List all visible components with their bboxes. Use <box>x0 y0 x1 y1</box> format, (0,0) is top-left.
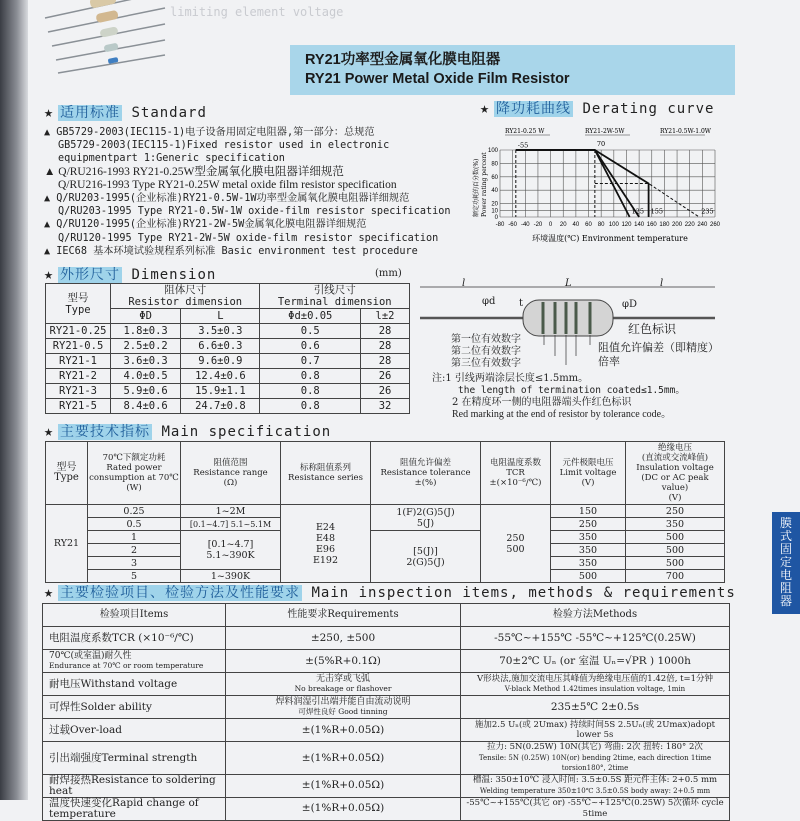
item-line: Q/RU203-1995 Type RY21-0.5W-1W oxide-film resistor specification <box>58 206 451 218</box>
col-header: 检验项目Items <box>43 604 226 627</box>
title-cn: RY21功率型金属氧化膜电阻器 <box>305 52 501 68</box>
item-line: equipmentpart 1:Generic specification <box>58 153 285 165</box>
y-tick-label: 80 <box>491 161 498 168</box>
x-tick-label: -20 <box>533 222 543 228</box>
cell: 0.25 <box>88 505 181 518</box>
cell-text: -55℃~+155℃ -55℃~+125℃(0.25W) <box>494 631 696 644</box>
lead-length-label: l <box>660 278 664 289</box>
annotation: -55 <box>517 141 529 150</box>
col-header: (直流或交流峰值) <box>641 453 709 463</box>
cell: RY21-2 <box>46 369 111 384</box>
table-row <box>46 384 410 399</box>
cell <box>226 673 461 696</box>
cell: 350 <box>551 557 626 570</box>
list-item: ▲ Q/RU120-1995(企业标准)RY21-2W-5W金属氧化膜电阻器详细规范 <box>44 219 367 231</box>
cell <box>461 627 730 650</box>
col-header: 70℃下额定功耗 <box>102 453 166 463</box>
annotation: 125 <box>631 207 645 216</box>
table-row <box>43 673 730 696</box>
cell-text: 耐焊接热Resistance to soldering heat <box>49 774 216 797</box>
x-tick-label: 260 <box>709 222 720 228</box>
cell: 2.5±0.2 <box>111 339 181 354</box>
col-header: 元件极限电压 <box>562 458 614 468</box>
cell: 5.9±0.6 <box>111 384 181 399</box>
table-row <box>43 742 730 775</box>
body-diameter-label: φD <box>622 299 638 310</box>
star-icon: ★ <box>480 99 491 117</box>
x-tick-label: -40 <box>520 222 530 228</box>
dimension-heading <box>44 266 216 284</box>
cell: 150 <box>551 505 626 518</box>
heading-cn: 主要技术指标 <box>60 424 151 440</box>
heading-cn: 外形尺寸 <box>60 267 121 283</box>
series-line <box>516 150 649 217</box>
y-tick-label: 10 <box>491 208 498 215</box>
col-header: Resistance tolerance <box>380 468 471 478</box>
x-tick-label: 140 <box>634 222 645 228</box>
cell-text: 无击穿或飞弧 <box>315 673 370 684</box>
heading-cn: 主要检验项目、检验方法及性能要求 <box>60 585 301 601</box>
cell: 5.1~390K <box>206 550 255 561</box>
cell: RY21-3 <box>46 384 111 399</box>
cell-text: 235±5℃ 2±0.5s <box>550 700 640 713</box>
cell: 0.5 <box>88 518 181 531</box>
list-item: ▲ Q/RU203-1995(企业标准)RY21-0.5W-1W功率型金属氧化膜电阻器详细规范 <box>44 193 410 205</box>
heading-en: Standard <box>131 105 207 121</box>
cell: 24.7±0.8 <box>181 399 260 414</box>
item-line: Q/RU216-1993 RY21-0.25W型金属氧化膜电阻器详细规范 <box>58 165 344 178</box>
cell <box>226 774 461 797</box>
cell <box>226 650 461 673</box>
lead-length-label: l <box>462 278 466 289</box>
cell <box>43 797 226 820</box>
cell <box>43 627 226 650</box>
cell: 500 <box>626 544 725 557</box>
derating-heading <box>480 100 714 118</box>
tab-char: 定 <box>779 555 792 569</box>
heading-en: Derating curve <box>582 101 715 117</box>
cell: 5(J) <box>416 517 435 529</box>
red-mark-label: 红色标识 <box>628 322 677 336</box>
coating-label: t <box>519 298 524 309</box>
col-header: 绝缘电压 <box>657 443 692 453</box>
spec-table <box>45 441 725 583</box>
cell: 12.4±0.6 <box>181 369 260 384</box>
cell: 3.6±0.3 <box>111 354 181 369</box>
cell: 5 <box>88 570 181 583</box>
tab-char: 阻 <box>779 581 792 595</box>
item-line: IEC68 基本环境试验规程系列标准 Basic environment test procedure <box>56 245 418 257</box>
cell: RY21-0.25 <box>46 324 111 339</box>
col-header: (V) <box>581 478 595 488</box>
list-item: ▲ GB5729-2003(IEC115-1)电子设备用固定电阻器,第一部分：总规范 <box>44 127 375 138</box>
cell <box>226 627 461 650</box>
cell <box>461 719 730 742</box>
x-tick-label: 20 <box>559 222 567 228</box>
x-tick-label: 0 <box>548 222 553 228</box>
cell-text: 可焊性Solder ability <box>49 700 152 713</box>
cell: 1 <box>88 531 181 544</box>
col-header: (Ω) <box>223 478 238 488</box>
cell: 3 <box>88 557 181 570</box>
cell <box>461 797 730 820</box>
y-axis-label-cn: 额定功耗的百分数(%) <box>473 158 480 217</box>
cell: 500 <box>551 570 626 583</box>
table-row <box>43 774 730 797</box>
item-line: GB5729-2003(IEC115-1)电子设备用固定电阻器,第一部分：总规范 <box>56 127 375 138</box>
cell: 700 <box>626 570 725 583</box>
y-tick-label: 60 <box>491 174 498 181</box>
x-tick-label: 240 <box>697 222 708 228</box>
digit3-label: 第三位有效数字 <box>451 358 521 369</box>
cell: E192 <box>312 554 339 566</box>
standard-heading <box>44 104 207 122</box>
col-header: Insulation voltage <box>636 463 714 473</box>
cell: 500 <box>626 557 725 570</box>
col-header: 阻值允许偏差 <box>399 458 451 468</box>
cell-text: 焊料润湿引出端并能自由流动说明 <box>275 696 411 707</box>
cell <box>226 797 461 820</box>
cell: 350 <box>626 518 725 531</box>
list-item: ▲ Q/RU216-1993 RY21-0.25W型金属氧化膜电阻器详细规范 <box>44 165 344 178</box>
item-line: GB5729-2003(IEC115-1)Fixed resistor used in electronic <box>58 140 390 152</box>
y-tick-label: 20 <box>491 201 498 208</box>
col-header: Resistance range <box>193 468 268 478</box>
cell: 1.8±0.3 <box>111 324 181 339</box>
cell: 0.8 <box>260 369 361 384</box>
cell: E48 <box>315 532 336 544</box>
legend-label: RY21-2W-5W <box>585 128 625 135</box>
y-tick-label: 0 <box>494 215 498 221</box>
cell: 15.9±1.1 <box>181 384 260 399</box>
cell: 0.8 <box>260 384 361 399</box>
star-icon: ★ <box>44 265 55 283</box>
col-header: L <box>181 309 260 324</box>
heading-en: Main specification <box>161 424 332 440</box>
category-tab-label <box>772 517 800 608</box>
x-tick-label: 220 <box>684 222 695 228</box>
col-header: Resistance series <box>288 473 363 483</box>
col-header: 标称阻值系列 <box>299 463 351 473</box>
page-title <box>290 45 735 95</box>
table-row <box>46 324 410 339</box>
y-axis-label-en: Power rating percent <box>481 152 488 217</box>
standard-list <box>44 126 451 258</box>
cell <box>43 719 226 742</box>
table-row <box>46 399 410 414</box>
col-header: ΦD <box>111 309 181 324</box>
cell: 250 <box>626 505 725 518</box>
col-header: Limit voltage <box>559 468 617 478</box>
cell <box>226 719 461 742</box>
x-tick-label: 40 <box>572 222 580 228</box>
cell <box>461 650 730 673</box>
cell: 26 <box>361 384 410 399</box>
note: 2 在精度环一侧的电阻器端头作红色标识 <box>452 397 632 408</box>
col-header: TCR <box>506 468 525 478</box>
table-row <box>43 627 730 650</box>
col-header: 阻值范围 <box>213 458 248 468</box>
cell: 9.6±0.9 <box>181 354 260 369</box>
table-row <box>43 719 730 742</box>
digit2-label: 第二位有效数字 <box>451 346 521 357</box>
cell: RY21-0.5 <box>46 339 111 354</box>
item-line: Q/RU203-1995(企业标准)RY21-0.5W-1W功率型金属氧化膜电阻器详细规范 <box>56 193 410 205</box>
x-tick-label: -80 <box>495 222 505 228</box>
cell <box>461 774 730 797</box>
legend-label: RY21-0.25 W <box>505 128 545 135</box>
cell <box>226 696 461 719</box>
cell-text: 温度快速变化Rapid change of temperature <box>49 797 199 820</box>
tolerance-label: 阻值允许偏差（即精度） <box>598 341 719 354</box>
cell: [0.1~4.7] 5.1~5.1M <box>181 518 281 531</box>
table-row <box>43 650 730 673</box>
cell-text: ±(1%R+0.05Ω) <box>301 802 385 815</box>
cell: 26 <box>361 369 410 384</box>
y-tick-label: 100 <box>487 148 498 154</box>
cell <box>226 742 461 775</box>
type-cell: RY21 <box>46 505 88 583</box>
col-header: Φd±0.05 <box>260 309 361 324</box>
annotation: 155 <box>650 207 664 216</box>
tab-char: 固 <box>779 542 792 556</box>
cell <box>43 673 226 696</box>
tab-char: 电 <box>779 568 792 582</box>
cell <box>461 673 730 696</box>
table-row <box>43 797 730 820</box>
x-axis-label: 环境温度(℃) Environment temperature <box>532 234 688 243</box>
cell <box>43 774 226 797</box>
heading-cn: 适用标准 <box>60 105 121 121</box>
multiplier-label: 倍率 <box>598 355 620 368</box>
col-header: (DC or AC peak value) <box>641 473 709 493</box>
x-tick-label: 80 <box>597 222 605 228</box>
cell: 0.5 <box>260 324 361 339</box>
cell: 28 <box>361 324 410 339</box>
cell: 4.0±0.5 <box>111 369 181 384</box>
col-header: 检验方法Methods <box>461 604 730 627</box>
cell: 8.4±0.6 <box>111 399 181 414</box>
title-en: RY21 Power Metal Oxide Film Resistor <box>305 71 570 87</box>
cell-text: 70±2℃ Uₙ (or 室温 Uₙ=√PR ) 1000h <box>499 654 691 667</box>
dimension-table <box>45 283 410 414</box>
cell-text: V-black Method 1.42times insulation voltage, 1min <box>504 685 686 693</box>
cell: 250 <box>551 518 626 531</box>
cell: 0.6 <box>260 339 361 354</box>
col-header: (V) <box>668 493 682 503</box>
cell-text: ±(5%R+0.1Ω) <box>305 654 381 667</box>
note: the length of termination coated≤1.5mm。 <box>458 385 685 396</box>
item-line: Q/RU120-1995 Type RY21-2W-5W oxide-film resistor specification <box>58 232 439 244</box>
cell: [0.1~4.7] <box>207 539 254 550</box>
annotation: 70 <box>596 139 606 148</box>
cell-text: 70℃(或室温)耐久性 <box>49 650 132 661</box>
cell: 500 <box>626 531 725 544</box>
cell: 1~2M <box>181 505 281 518</box>
table-row <box>46 339 410 354</box>
y-axis-label <box>472 152 488 217</box>
digit1-label: 第一位有效数字 <box>451 334 521 345</box>
cell: 1~390K <box>181 570 281 583</box>
x-tick-label: 160 <box>646 222 657 228</box>
cell: RY21-1 <box>46 354 111 369</box>
cell: RY21-5 <box>46 399 111 414</box>
note: 注:1 引线两端涂层长度≤1.5mm。 <box>432 373 589 384</box>
cell-text: ±250, ±500 <box>310 631 376 644</box>
cell <box>461 696 730 719</box>
cell-text: Endurance at 70℃ or room temperature <box>49 661 204 670</box>
list-item: ▲ IEC68 基本环境试验规程系列标准 Basic environment test procedure <box>44 245 418 257</box>
tab-char: 膜 <box>779 516 792 530</box>
tab-char: 器 <box>779 594 792 608</box>
cell <box>43 742 226 775</box>
star-icon: ★ <box>44 583 55 601</box>
heading-en: Dimension <box>131 267 217 283</box>
col-header: 型号 <box>67 291 89 304</box>
cell-text: ±(1%R+0.05Ω) <box>301 779 385 792</box>
cell: 28 <box>361 354 410 369</box>
item-line: Q/RU120-1995(企业标准)RY21-2W-5W金属氧化膜电阻器详细规范 <box>56 219 367 231</box>
annotation: 235 <box>701 207 714 216</box>
cell-text: 过载Over-load <box>49 723 122 736</box>
cell: 250 <box>506 532 525 544</box>
col-header: Type <box>65 303 91 316</box>
cell: 350 <box>551 544 626 557</box>
cell-text: 拉力: 5N(0.25W) 10N(其它) 弯曲: 2次 扭转: 180° 2次 <box>487 742 703 752</box>
cell: 0.7 <box>260 354 361 369</box>
col-header: 性能要求Requirements <box>226 604 461 627</box>
col-header: l±2 <box>361 309 410 324</box>
heading-en: Main inspection items, methods & requirements <box>311 585 736 601</box>
table-row <box>43 696 730 719</box>
cell: [5(J)] <box>413 545 438 557</box>
cell: 3.5±0.3 <box>181 324 260 339</box>
star-icon: ★ <box>44 103 55 121</box>
cell-text: 引出端强度Terminal strength <box>49 751 198 764</box>
cell: 2(G)5(J) <box>406 556 445 568</box>
spec-heading <box>44 423 331 441</box>
table-row <box>46 369 410 384</box>
cell-text: Welding temperature 350±10℃ 3.5±0.5S body away: 2+0.5 mm <box>479 786 711 795</box>
cell-text: 电阻温度系数TCR (×10⁻⁶/℃) <box>49 631 194 644</box>
legend-label: RY21-0.5W-1.0W <box>660 128 711 135</box>
bleed-through-text: limiting element voltage <box>170 5 344 19</box>
cell: 2 <box>88 544 181 557</box>
col-header: Resistor dimension <box>128 296 243 308</box>
cell: 0.8 <box>260 399 361 414</box>
cell-text: ±(1%R+0.05Ω) <box>301 723 385 736</box>
cell-text: ±(1%R+0.05Ω) <box>301 751 385 764</box>
x-tick-label: -60 <box>508 222 517 228</box>
cell-text: 施加2.5 Uₙ(或 2Umax) 持续时间5S 2.5Uₙ(或 2Umax)adopt lower 5s <box>474 719 716 740</box>
y-tick-label: 40 <box>491 188 498 195</box>
diagram-notes <box>432 373 685 421</box>
cell <box>43 650 226 673</box>
cell-text: -55℃~+155℃(其它 or) -55℃~+125℃(0.25W) 5次循环 cycle 5time <box>466 798 724 819</box>
cell: 6.6±0.3 <box>181 339 260 354</box>
cell: 500 <box>506 543 525 555</box>
note: Red marking at the end of resistor by tolerance code。 <box>452 409 672 420</box>
x-tick-label: 200 <box>672 222 683 228</box>
star-icon: ★ <box>44 422 55 440</box>
book-binding <box>0 0 28 800</box>
col-header: ±(%) <box>414 478 437 488</box>
cell-text: Tensile: 5N (0.25W) 10N(or) bending 2time, each direction 1time torsion180°, 2time <box>478 753 712 772</box>
derating-chart <box>470 117 720 247</box>
unit-label: (mm) <box>375 268 402 279</box>
col-header: 引线尺寸 <box>313 284 356 296</box>
col-header: 型号 Type <box>46 442 88 505</box>
lead-diameter-label: φd <box>482 296 496 307</box>
col-header: 阻体尺寸 <box>164 284 207 296</box>
cell <box>43 696 226 719</box>
col-header: ±(×10⁻⁶/℃) <box>489 478 542 488</box>
cell: E24 <box>315 521 336 533</box>
cell: 28 <box>361 339 410 354</box>
cell-text: 槽温: 350±10℃ 浸入时间: 3.5±0.5S 距元件主体: 2+0.5 mm <box>472 775 718 785</box>
series-line <box>595 184 699 218</box>
resistor-photo <box>40 0 170 75</box>
item-line: Q/RU216-1993 Type RY21-0.25W metal oxide film resistor specification <box>58 178 397 191</box>
x-tick-label: 60 <box>585 222 592 228</box>
col-header: 电阻温度系数 <box>489 458 541 468</box>
tab-char: 式 <box>779 529 792 543</box>
cell <box>461 742 730 775</box>
x-tick-label: 120 <box>621 222 632 228</box>
heading-cn: 降功耗曲线 <box>496 101 572 117</box>
cell-text: 可焊性良好 Good tinning <box>298 707 388 716</box>
cell-text: V形块法,施加交流电压其峰值为绝缘电压值的1.42倍, t=1分钟 <box>476 673 714 684</box>
col-header: Rated power consumption at 70℃ (W) <box>89 463 179 493</box>
cell: 350 <box>551 531 626 544</box>
category-tab[interactable] <box>772 512 800 614</box>
body-length-label: L <box>565 278 572 289</box>
x-tick-label: 180 <box>659 222 670 228</box>
cell-text: 耐电压Withstand voltage <box>49 677 178 690</box>
inspection-heading <box>44 584 736 602</box>
inspection-table <box>42 603 730 821</box>
table-row <box>46 354 410 369</box>
cell-text: No breakage or flashover <box>294 684 392 693</box>
x-tick-label: 100 <box>608 222 619 228</box>
cell: 32 <box>361 399 410 414</box>
cell: E96 <box>315 543 336 555</box>
col-header: Terminal dimension <box>277 296 392 308</box>
cell: 1(F)2(G)5(J) <box>396 506 455 518</box>
